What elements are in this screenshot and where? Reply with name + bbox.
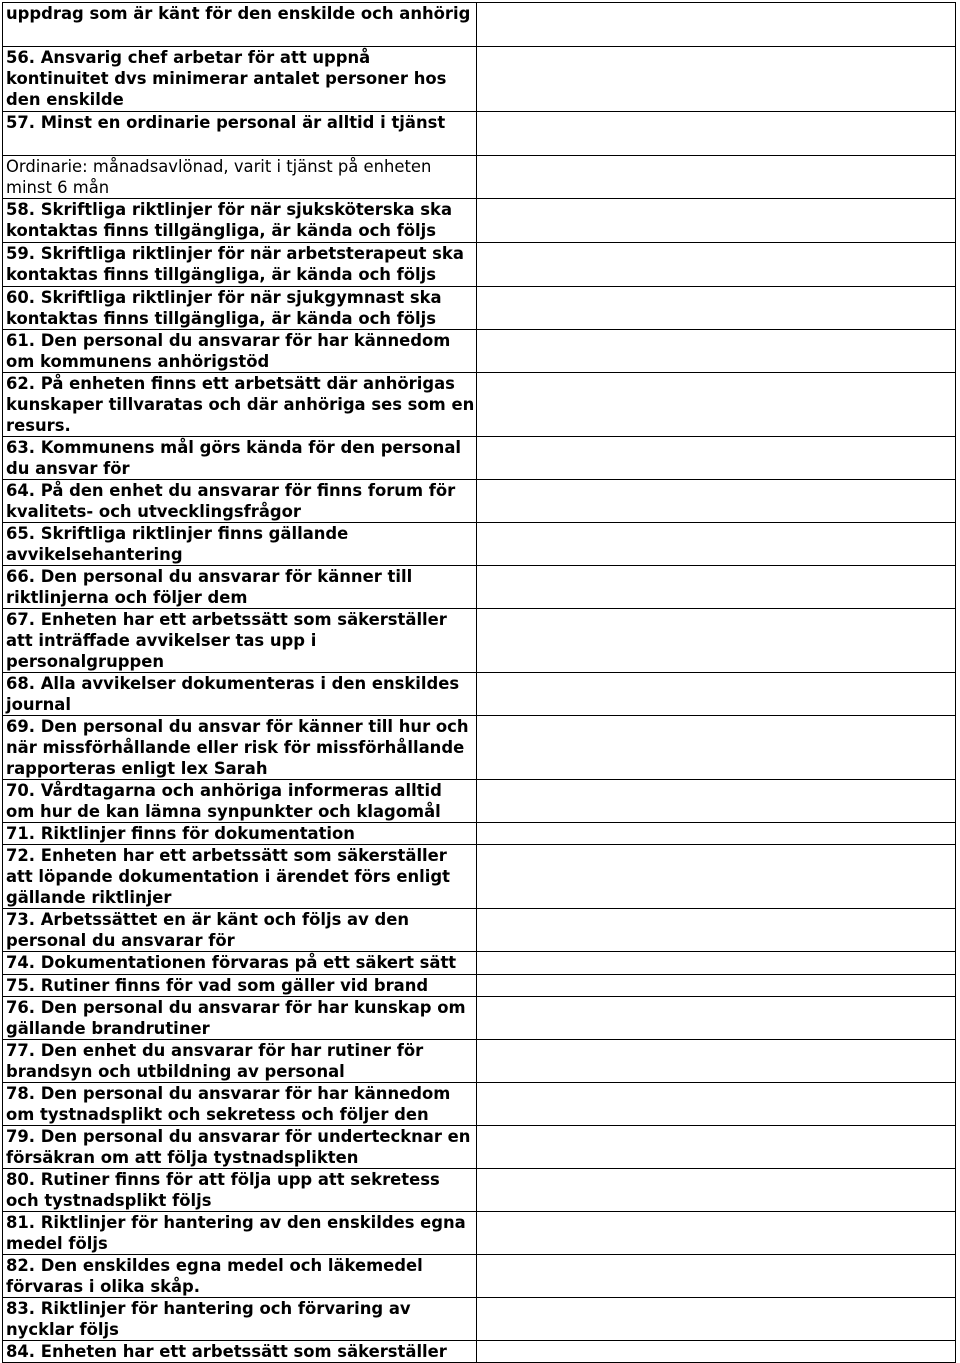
table-row [3, 1255, 956, 1298]
criterion-text: Ordinarie: månadsavlönad, varit i tjänst på enheten minst 6 mån [3, 156, 477, 199]
answer-cell[interactable] [477, 716, 956, 780]
criterion-text: 61. Den personal du ansvarar för har kännedom om kommunens anhörigstöd [3, 330, 477, 373]
answer-cell[interactable] [477, 480, 956, 523]
criterion-text: 58. Skriftliga riktlinjer för när sjuksköterska ska kontaktas finns tillgängliga, är kända och följs [3, 199, 477, 243]
criterion-text: 59. Skriftliga riktlinjer för när arbetsterapeut ska kontaktas finns tillgängliga, är kända och följs [3, 243, 477, 287]
answer-cell[interactable] [477, 330, 956, 373]
table-row [3, 287, 956, 330]
criterion-text: 62. På enheten finns ett arbetsätt där anhörigas kunskaper tillvaratas och där anhöriga ses som en resurs. [3, 373, 477, 437]
criterion-text: 84. Enheten har ett arbetssätt som säkerställer [3, 1341, 477, 1363]
criterion-text: 67. Enheten har ett arbetssätt som säkerställer att inträffade avvikelser tas upp i personalgruppen [3, 609, 477, 673]
answer-cell[interactable] [477, 437, 956, 480]
answer-cell[interactable] [477, 780, 956, 823]
answer-cell[interactable] [477, 156, 956, 199]
answer-cell[interactable] [477, 975, 956, 997]
answer-cell[interactable] [477, 243, 956, 287]
answer-cell[interactable] [477, 287, 956, 330]
table-row [3, 1083, 956, 1126]
answer-cell[interactable] [477, 1169, 956, 1212]
table-row [3, 523, 956, 566]
criterion-text: 75. Rutiner finns för vad som gäller vid brand [3, 975, 477, 997]
table-row [3, 156, 956, 199]
table-row [3, 1126, 956, 1169]
criterion-text: 63. Kommunens mål görs kända för den personal du ansvar för [3, 437, 477, 480]
criterion-text: 56. Ansvarig chef arbetar för att uppnå kontinuitet dvs minimerar antalet personer hos den enskilde [3, 47, 477, 112]
criterion-text: 80. Rutiner finns för att följa upp att sekretess och tystnadsplikt följs [3, 1169, 477, 1212]
criterion-text: 78. Den personal du ansvarar för har kännedom om tystnadsplikt och sekretess och följer den [3, 1083, 477, 1126]
table-row [3, 566, 956, 609]
answer-cell[interactable] [477, 673, 956, 716]
table-row [3, 823, 956, 845]
criterion-text: 65. Skriftliga riktlinjer finns gällande avvikelsehantering [3, 523, 477, 566]
criterion-text: uppdrag som är känt för den enskilde och anhörig [3, 3, 477, 47]
table-row [3, 437, 956, 480]
answer-cell[interactable] [477, 199, 956, 243]
criterion-text: 70. Vårdtagarna och anhöriga informeras alltid om hur de kan lämna synpunkter och klagomål [3, 780, 477, 823]
answer-cell[interactable] [477, 997, 956, 1040]
criterion-text: 72. Enheten har ett arbetssätt som säkerställer att löpande dokumentation i ärendet förs enligt gällande riktlinjer [3, 845, 477, 909]
table-row [3, 1040, 956, 1083]
answer-cell[interactable] [477, 1212, 956, 1255]
answer-cell[interactable] [477, 112, 956, 156]
criteria-table-body [3, 3, 956, 1363]
table-row [3, 480, 956, 523]
criterion-text: 74. Dokumentationen förvaras på ett säkert sätt [3, 952, 477, 975]
table-row [3, 845, 956, 909]
criterion-text: 66. Den personal du ansvarar för känner till riktlinjerna och följer dem [3, 566, 477, 609]
table-row [3, 909, 956, 952]
answer-cell[interactable] [477, 373, 956, 437]
answer-cell[interactable] [477, 1126, 956, 1169]
table-row [3, 3, 956, 47]
criterion-text: 69. Den personal du ansvar för känner till hur och när missförhållande eller risk för missförhållande rapporteras enligt lex Sarah [3, 716, 477, 780]
table-row [3, 1298, 956, 1341]
criterion-text: 68. Alla avvikelser dokumenteras i den enskildes journal [3, 673, 477, 716]
answer-cell[interactable] [477, 1341, 956, 1363]
table-row [3, 373, 956, 437]
answer-cell[interactable] [477, 1298, 956, 1341]
table-row [3, 716, 956, 780]
table-row [3, 609, 956, 673]
criterion-text: 73. Arbetssättet en är känt och följs av den personal du ansvarar för [3, 909, 477, 952]
answer-cell[interactable] [477, 952, 956, 975]
answer-cell[interactable] [477, 1083, 956, 1126]
table-row [3, 1341, 956, 1363]
table-row [3, 330, 956, 373]
answer-cell[interactable] [477, 3, 956, 47]
criterion-text: 76. Den personal du ansvarar för har kunskap om gällande brandrutiner [3, 997, 477, 1040]
answer-cell[interactable] [477, 566, 956, 609]
criterion-text: 77. Den enhet du ansvarar för har rutiner för brandsyn och utbildning av personal [3, 1040, 477, 1083]
table-row [3, 1212, 956, 1255]
criterion-text: 71. Riktlinjer finns för dokumentation [3, 823, 477, 845]
table-row [3, 975, 956, 997]
answer-cell[interactable] [477, 823, 956, 845]
answer-cell[interactable] [477, 523, 956, 566]
criterion-text: 83. Riktlinjer för hantering och förvaring av nycklar följs [3, 1298, 477, 1341]
table-row [3, 243, 956, 287]
table-row [3, 780, 956, 823]
table-row [3, 673, 956, 716]
table-row [3, 952, 956, 975]
table-row [3, 997, 956, 1040]
answer-cell[interactable] [477, 1040, 956, 1083]
answer-cell[interactable] [477, 609, 956, 673]
answer-cell[interactable] [477, 1255, 956, 1298]
table-row [3, 1169, 956, 1212]
criterion-text: 60. Skriftliga riktlinjer för när sjukgymnast ska kontaktas finns tillgängliga, är kända och följs [3, 287, 477, 330]
table-row [3, 199, 956, 243]
criterion-text: 82. Den enskildes egna medel och läkemedel förvaras i olika skåp. [3, 1255, 477, 1298]
answer-cell[interactable] [477, 909, 956, 952]
answer-cell[interactable] [477, 845, 956, 909]
criterion-text: 64. På den enhet du ansvarar för finns forum för kvalitets- och utvecklingsfrågor [3, 480, 477, 523]
answer-cell[interactable] [477, 47, 956, 112]
criterion-text: 57. Minst en ordinarie personal är alltid i tjänst [3, 112, 477, 156]
criterion-text: 81. Riktlinjer för hantering av den enskildes egna medel följs [3, 1212, 477, 1255]
criteria-table [2, 2, 956, 1363]
table-row [3, 112, 956, 156]
table-row [3, 47, 956, 112]
criterion-text: 79. Den personal du ansvarar för undertecknar en försäkran om att följa tystnadsplikten [3, 1126, 477, 1169]
